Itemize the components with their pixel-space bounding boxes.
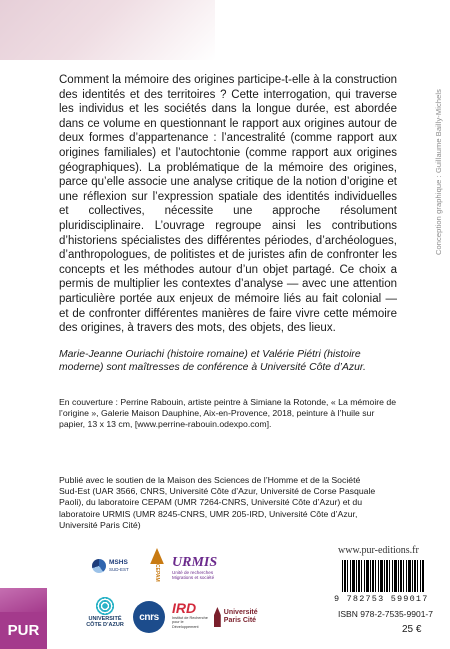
- universite-cote-dazur-logo: UNIVERSITÉ CÔTE D’AZUR: [84, 596, 126, 640]
- isbn: ISBN 978-2-7535-9901-7: [338, 609, 433, 619]
- mshs-logo-mark: [92, 559, 106, 573]
- barcode-digits: 9 782753 599017: [334, 594, 429, 604]
- cepam-logo-mark: [150, 548, 164, 564]
- publisher-note: Publié avec le soutien de la Maison des Sciences de l’Homme et de la Société Sud-Est (UAR 3566, CNRS, Université Côte d’Azur, Université de Corse Pasquale Paoli), du laboratoire CEPAM (UMR 7264-CNRS, Université Côte d’Azur) et du laboratoire URMIS (UMR 8245-CNRS, UMR 205-IRD, Université Côte d’Azur, Université Paris Cité): [59, 475, 376, 530]
- cover-corner-artwork: [0, 0, 215, 60]
- barcode: [342, 560, 424, 592]
- universite-paris-cite-logo: Université Paris Cité: [214, 603, 270, 631]
- author-bio: Marie-Jeanne Ouriachi (histoire romaine) et Valérie Piétri (histoire moderne) sont maîtresses de conférence à Université Côte d’Azur.: [59, 349, 366, 374]
- cnrs-logo: cnrs: [133, 601, 165, 633]
- upc-logo-mark: [214, 607, 221, 627]
- publisher-website: www.pur-editions.fr: [338, 545, 419, 556]
- design-credit-text: Conception graphique : Guillaume Bailly-Michels: [434, 88, 443, 255]
- cover-credit: En couverture : Perrine Rabouin, artiste peintre à Simiane la Rotonde, « La mémoire de l’origine », Galerie Maison Dauphine, Aix-en-Provence, 2018, peinture à l’huile sur papier, 13 x 13 cm, [www.perrine-rabouin.odexpo.com].: [59, 397, 397, 430]
- design-credit: [424, 70, 443, 260]
- ird-logo: IRD Institut de Recherche pour le Développement: [172, 600, 208, 629]
- mshs-logo: MSHS SUD-EST: [92, 557, 144, 575]
- cepam-logo: CEPAM: [146, 548, 168, 582]
- uca-logo-mark: [95, 596, 115, 616]
- price: 25 €: [402, 624, 422, 635]
- book-description: Comment la mémoire des origines participe-t-elle à la construction des identités et des territoires ? Cette interrogation, qui traverse les individus et les sociétés dans la longue durée, est abordée dans ce volume en questionnant le rapport aux origines autour de deux formes d’appartenance : l’ancestralité (comme rapport aux origines familiales) et l’autochtonie (comme rapport aux origines géographiques). La problématique de la mémoire des origines, parce qu’elle associe une analyse critique de la notion d’origine et une réflexion sur l’expression spatiale des identités individuelles et collectives, nécessite une approche résolument pluridisciplinaire. L’ouvrage regroupe ainsi les contributions d’historiens spécialistes des différentes périodes, d’archéologues, d’anthropologues, de politistes et de juristes afin de confronter les concepts et les méthodes autour d’un objet partagé. Ce choix a permis de multiplier les contextes d’analyse — avec une attention particulière portée aux enjeux de mémoire liés au fait colonial — et de confronter différentes manières de faire vivre cette mémoire des origines, à travers des mots, des objets, des lieux.: [59, 74, 397, 335]
- urmis-logo: URMIS Unité de recherches Migrations et société: [172, 555, 218, 581]
- pur-logo: PUR: [0, 588, 47, 649]
